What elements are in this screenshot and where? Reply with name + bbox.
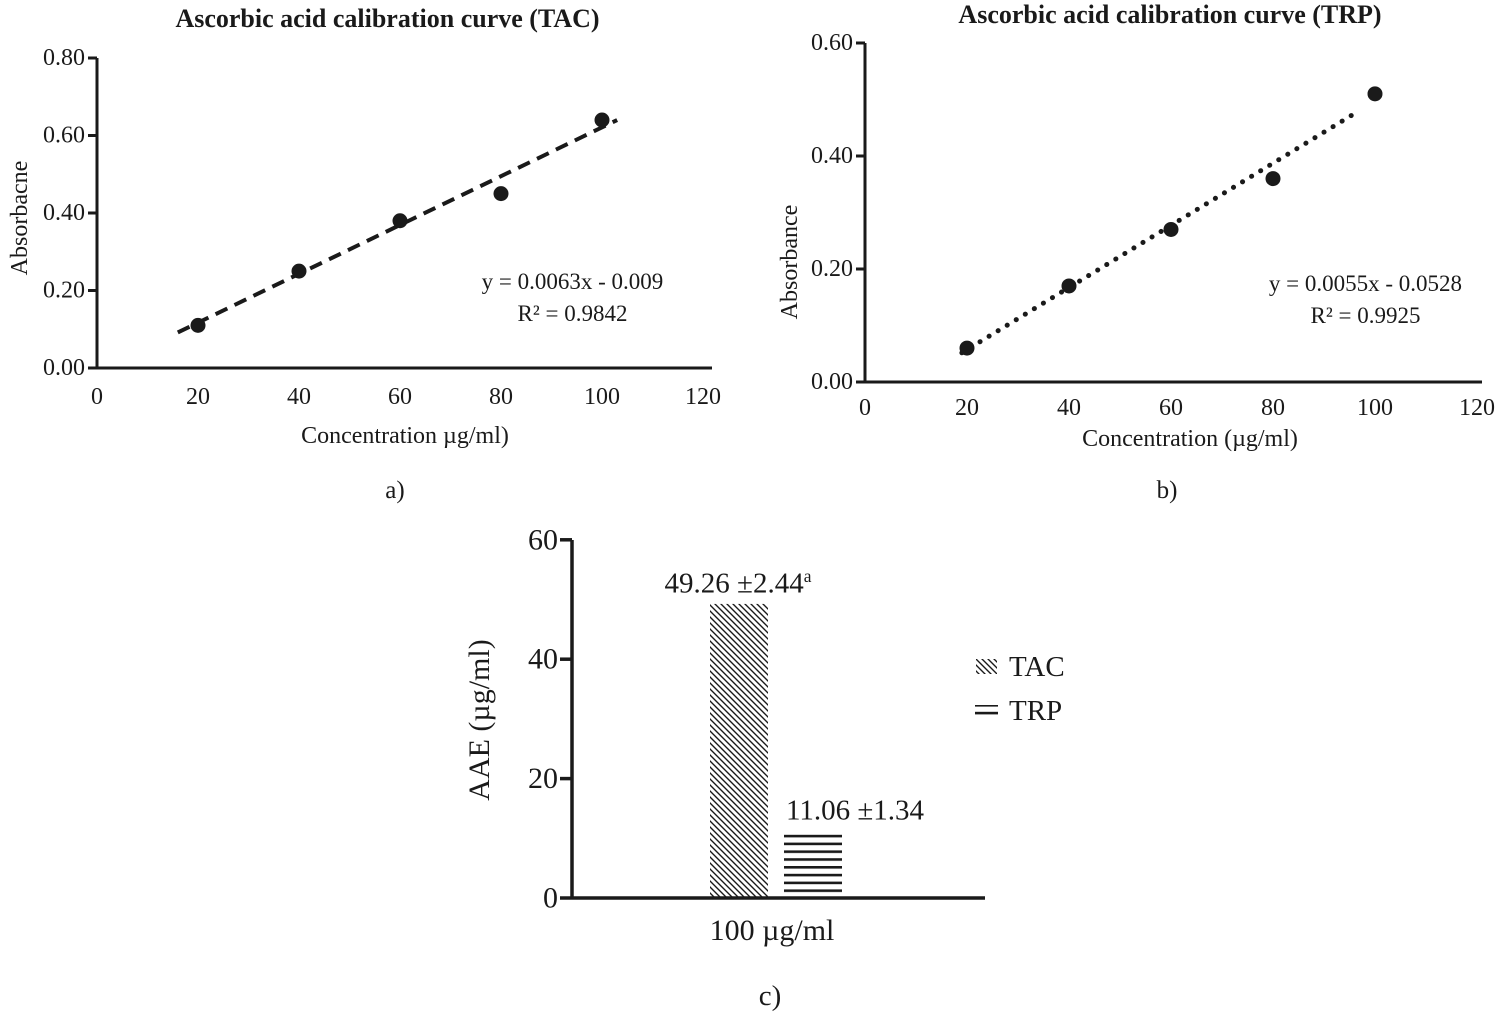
bar-value-label-trp: [727, 793, 983, 828]
x-tick-label: 40: [287, 384, 311, 410]
y-tick-label: 0: [543, 881, 558, 915]
x-tick-label: 80: [489, 384, 513, 410]
y-tick-label: 0.60: [811, 30, 853, 56]
x-tick-label: 120: [1459, 395, 1495, 421]
bar-value-label-tac: [610, 566, 866, 601]
x-tick-label: 100: [1357, 395, 1393, 421]
legend-label-trp: TRP: [1009, 694, 1063, 727]
legend-marker-tac-hatch-icon: [975, 658, 999, 676]
chart-a-equation: y = 0.0063x - 0.009: [481, 269, 664, 294]
bar-value-trp: 11.06 ±1.34: [785, 794, 925, 827]
x-tick-label: 60: [388, 384, 412, 410]
chart-b-x-axis-label: Concentration (µg/ml): [1082, 426, 1298, 452]
bar-value-tac: 49.26 ±2.44: [664, 567, 804, 600]
data-point: [1266, 171, 1281, 186]
chart-a-x-axis-label: Concentration µg/ml): [301, 423, 509, 449]
chart-a-equation-block: [420, 266, 725, 330]
chart-c-legend: [975, 649, 1065, 737]
legend-marker-trp-lines-icon: [975, 704, 999, 718]
bar-tac: [710, 604, 768, 898]
x-tick-label: 60: [1159, 395, 1183, 421]
chart-a-y-axis-label: Absorbacne: [7, 160, 33, 276]
chart-c-y-axis-label: AAE (µg/ml): [463, 639, 496, 801]
chart-a-r-squared: R² = 0.9842: [517, 301, 628, 326]
x-tick-label: 20: [186, 384, 210, 410]
chart-b-title: Ascorbic acid calibration curve (TRP): [958, 0, 1382, 29]
legend-row-trp: [975, 693, 1065, 729]
chart-b-r-squared: R² = 0.9925: [1310, 303, 1421, 328]
panel-label-a: a): [385, 477, 405, 504]
data-point: [494, 186, 509, 201]
bar-value-tac-superscript: a: [803, 566, 812, 586]
data-point: [1164, 222, 1179, 237]
x-tick-label: 40: [1057, 395, 1081, 421]
data-point: [595, 113, 610, 128]
panel-label-c: c): [758, 980, 782, 1012]
chart-b-y-axis-label: Absorbance: [777, 204, 803, 320]
legend-row-tac: [975, 649, 1065, 685]
x-tick-label: 20: [955, 395, 979, 421]
data-point: [1062, 278, 1077, 293]
x-tick-label: 0: [91, 384, 103, 410]
y-tick-label: 0.00: [811, 369, 853, 395]
chart-a-title: Ascorbic acid calibration curve (TAC): [175, 4, 600, 33]
chart-a-plot: [0, 0, 745, 460]
data-point: [292, 264, 307, 279]
y-tick-label: 0.40: [811, 143, 853, 169]
x-tick-label: 100: [584, 384, 620, 410]
data-point: [960, 341, 975, 356]
data-point: [393, 213, 408, 228]
y-tick-label: 20: [528, 762, 558, 796]
chart-b-equation-block: [1213, 268, 1500, 332]
y-tick-label: 0.60: [43, 122, 85, 149]
chart-b-plot: [755, 0, 1500, 460]
y-tick-label: 0.20: [811, 256, 853, 282]
data-point: [1368, 86, 1383, 101]
panel-label-b: b): [1156, 477, 1178, 504]
chart-c-category-label: 100 µg/ml: [709, 914, 835, 947]
chart-b-equation: y = 0.0055x - 0.0528: [1268, 271, 1463, 296]
y-tick-label: 0.80: [43, 45, 85, 71]
x-tick-label: 0: [859, 395, 871, 421]
x-tick-label: 120: [685, 384, 721, 410]
y-tick-label: 0.40: [43, 200, 85, 226]
x-tick-label: 80: [1261, 395, 1285, 421]
y-tick-label: 0.00: [43, 355, 85, 381]
y-tick-label: 0.20: [43, 277, 85, 304]
y-tick-label: 60: [528, 523, 558, 557]
legend-label-tac: TAC: [1009, 650, 1065, 683]
y-tick-label: 40: [528, 642, 558, 676]
bar-trp: [784, 832, 842, 898]
data-point: [191, 318, 206, 333]
